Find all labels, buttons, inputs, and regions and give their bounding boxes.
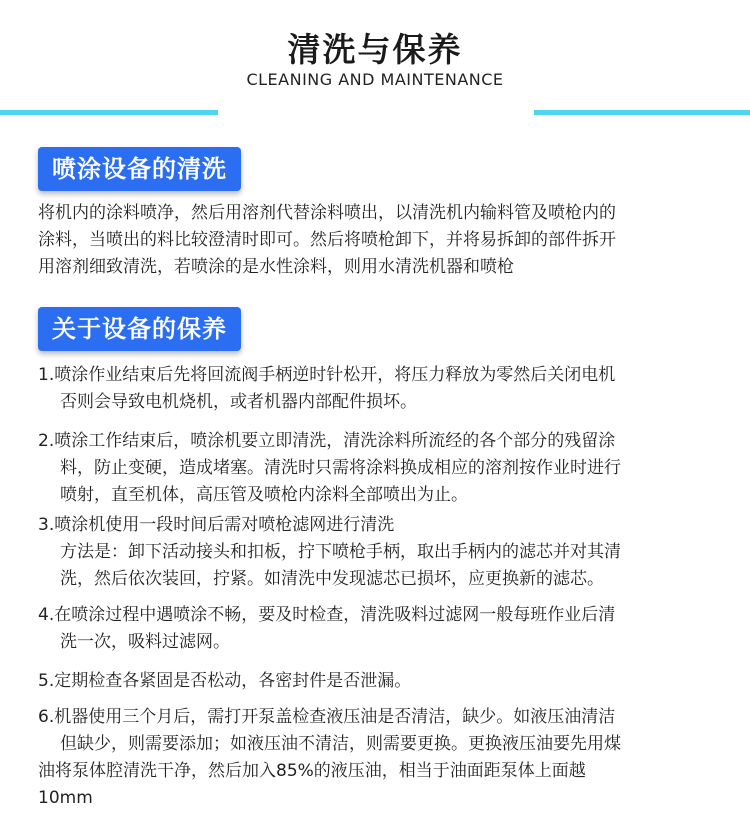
text-line: 油将泵体腔清洗干净，然后加入85%的液压油，相当于油面距泵体上面越: [38, 761, 586, 781]
text-line: 用溶剂细致清洗，若喷涂的是水性涂料，则用水清洗机器和喷枪: [38, 257, 514, 277]
text-line: 洗，然后依次装回，拧紧。如清洗中发现滤芯已损坏，应更换新的滤芯。: [60, 569, 604, 589]
maintenance-item-2: [38, 428, 724, 509]
text-line: 否则会导致电机烧机，或者机器内部配件损坏。: [60, 392, 417, 412]
text-line: 10mm: [38, 788, 93, 808]
text-line: 喷射，直至机体，高压管及喷枪内涂料全部喷出为止。: [60, 485, 468, 505]
section-maintenance-heading: 关于设备的保养: [38, 307, 241, 351]
text-line: 涂料，当喷出的料比较澄清时即可。然后将喷枪卸下，并将易拆卸的部件拆开: [38, 230, 616, 250]
maintenance-item-6: [38, 704, 724, 812]
text-line: 将机内的涂料喷净，然后用溶剂代替涂料喷出，以清洗机内输料管及喷枪内的: [38, 203, 616, 223]
page-subtitle: CLEANING AND MAINTENANCE: [246, 70, 504, 89]
text-line: 3.喷涂机使用一段时间后需对喷枪滤网进行清洗: [38, 515, 395, 535]
maintenance-item-1: [38, 362, 724, 416]
text-line: 料，防止变硬，造成堵塞。清洗时只需将涂料换成相应的溶剂按作业时进行: [60, 458, 621, 478]
accent-line-left: [0, 110, 218, 115]
text-line: 洗一次，吸料过滤网。: [60, 632, 230, 652]
text-line: 1.喷涂作业结束后先将回流阀手柄逆时针松开，将压力释放为零然后关闭电机: [38, 365, 616, 385]
section-cleaning-heading: 喷涂设备的清洗: [38, 147, 241, 191]
text-line: 方法是：卸下活动接头和扣板，拧下喷枪手柄，取出手柄内的滤芯并对其清: [60, 542, 621, 562]
maintenance-item-3: [38, 512, 724, 593]
text-line: 但缺少，则需要添加；如液压油不清洁，则需要更换。更换液压油要先用煤: [60, 734, 621, 754]
text-line: 6.机器使用三个月后，需打开泵盖检查液压油是否清洁，缺少。如液压油清洁: [38, 707, 616, 727]
page-title: 清洗与保养: [287, 30, 463, 69]
text-line: 2.喷涂工作结束后，喷涂机要立即清洗，清洗涂料所流经的各个部分的残留涂: [38, 431, 616, 451]
accent-line-right: [534, 110, 750, 115]
section-cleaning-text: [38, 200, 724, 281]
text-line: 5.定期检查各紧固是否松动，各密封件是否泄漏。: [38, 671, 412, 691]
maintenance-item-4: [38, 602, 724, 656]
text-line: 4.在喷涂过程中遇喷涂不畅，要及时检查，清洗吸料过滤网一般每班作业后清: [38, 605, 616, 625]
maintenance-item-5: [38, 668, 724, 695]
